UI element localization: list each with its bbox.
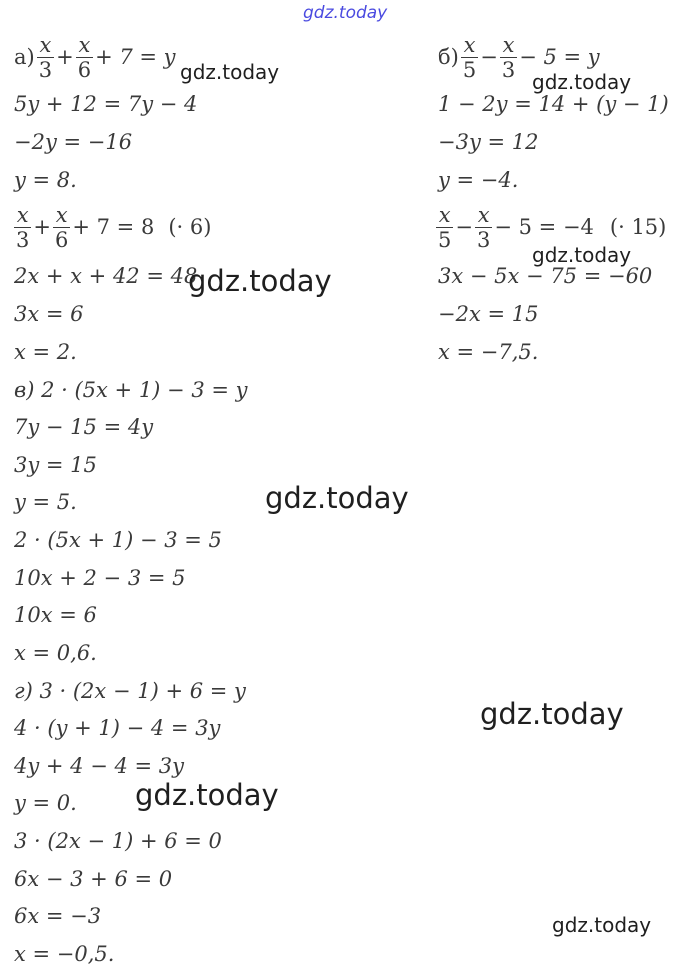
part-g-line-7: 6x = −3 — [14, 904, 102, 928]
part-b-line-6: 3x − 5x − 75 = −60 — [438, 264, 653, 288]
part-a-label: а) — [14, 45, 35, 69]
watermark: gdz.today — [265, 481, 409, 515]
watermark: gdz.today — [532, 70, 632, 94]
part-b-equation-1: б) $\frac{x}{5}$ − $\frac{x}{3}$ − 5 = y — [438, 32, 600, 82]
part-v-line-2: 7y − 15 = 4y — [14, 415, 154, 439]
watermark: gdz.today — [180, 60, 280, 84]
fraction: $\frac{x}{3}$ — [16, 202, 30, 252]
part-v-line-3: 3y = 15 — [14, 453, 97, 477]
part-a-line-2: 5y + 12 = 7y − 4 — [14, 92, 198, 116]
watermark: gdz.today — [552, 913, 652, 937]
part-a-equation-5: $\frac{x}{3}$ + $\frac{x}{6}$ + 7 = 8 (· 6) — [16, 202, 212, 252]
part-a-line-3: −2y = −16 — [14, 130, 133, 154]
fraction: $\frac{x}{3}$ — [476, 202, 491, 252]
part-g-line-4: y = 0. — [14, 791, 77, 815]
part-a-line-4: y = 8. — [14, 168, 77, 192]
fraction: $\frac{x}{5}$ — [438, 202, 452, 252]
watermark: gdz.today — [135, 778, 279, 812]
part-g-line-2: 4 · (y + 1) − 4 = 3y — [14, 716, 221, 740]
part-b-equation-5: $\frac{x}{5}$ − $\frac{x}{3}$ − 5 = −4 (· 15) — [438, 202, 667, 252]
part-a-line-7: 3x = 6 — [14, 302, 84, 326]
fraction: $\frac{x}{6}$ — [54, 202, 69, 252]
part-b-line-4: y = −4. — [438, 168, 519, 192]
part-b-line-7: −2x = 15 — [438, 302, 539, 326]
part-v-line-6: 10x + 2 − 3 = 5 — [14, 566, 186, 590]
fraction: $\frac{x}{3}$ — [38, 32, 53, 82]
part-g-line-5: 3 · (2x − 1) + 6 = 0 — [14, 829, 222, 853]
part-g-line-1: г) 3 · (2x − 1) + 6 = y — [14, 679, 246, 703]
multiplier-note: (· 15) — [609, 215, 667, 239]
multiplier-note: (· 6) — [168, 215, 212, 239]
part-a-line-8: x = 2. — [14, 340, 77, 364]
part-b-line-8: x = −7,5. — [438, 340, 539, 364]
part-a-equation-1: а) $\frac{x}{3}$ + $\frac{x}{6}$ + 7 = y — [14, 32, 176, 82]
watermark: gdz.today — [532, 243, 632, 267]
part-g-line-3: 4y + 4 − 4 = 3y — [14, 754, 185, 778]
part-v-line-4: y = 5. — [14, 490, 77, 514]
watermark: gdz.today — [480, 697, 624, 731]
watermark: gdz.today — [188, 264, 332, 298]
part-v-line-5: 2 · (5x + 1) − 3 = 5 — [14, 528, 222, 552]
part-a-line-6: 2x + x + 42 = 48 — [14, 264, 198, 288]
part-g-line-8: x = −0,5. — [14, 942, 115, 966]
part-b-line-2: 1 − 2y = 14 + (y − 1) — [438, 92, 669, 116]
part-v-line-1: в) 2 · (5x + 1) − 3 = y — [14, 378, 248, 402]
part-v-line-8: x = 0,6. — [14, 641, 97, 665]
part-b-label: б) — [438, 45, 459, 69]
fraction: $\frac{x}{3}$ — [501, 32, 516, 82]
part-g-line-6: 6x − 3 + 6 = 0 — [14, 867, 173, 891]
part-b-line-3: −3y = 12 — [438, 130, 539, 154]
fraction: $\frac{x}{5}$ — [462, 32, 477, 82]
fraction: $\frac{x}{6}$ — [77, 32, 92, 82]
part-v-line-7: 10x = 6 — [14, 603, 97, 627]
watermark-header: gdz.today — [303, 3, 388, 23]
